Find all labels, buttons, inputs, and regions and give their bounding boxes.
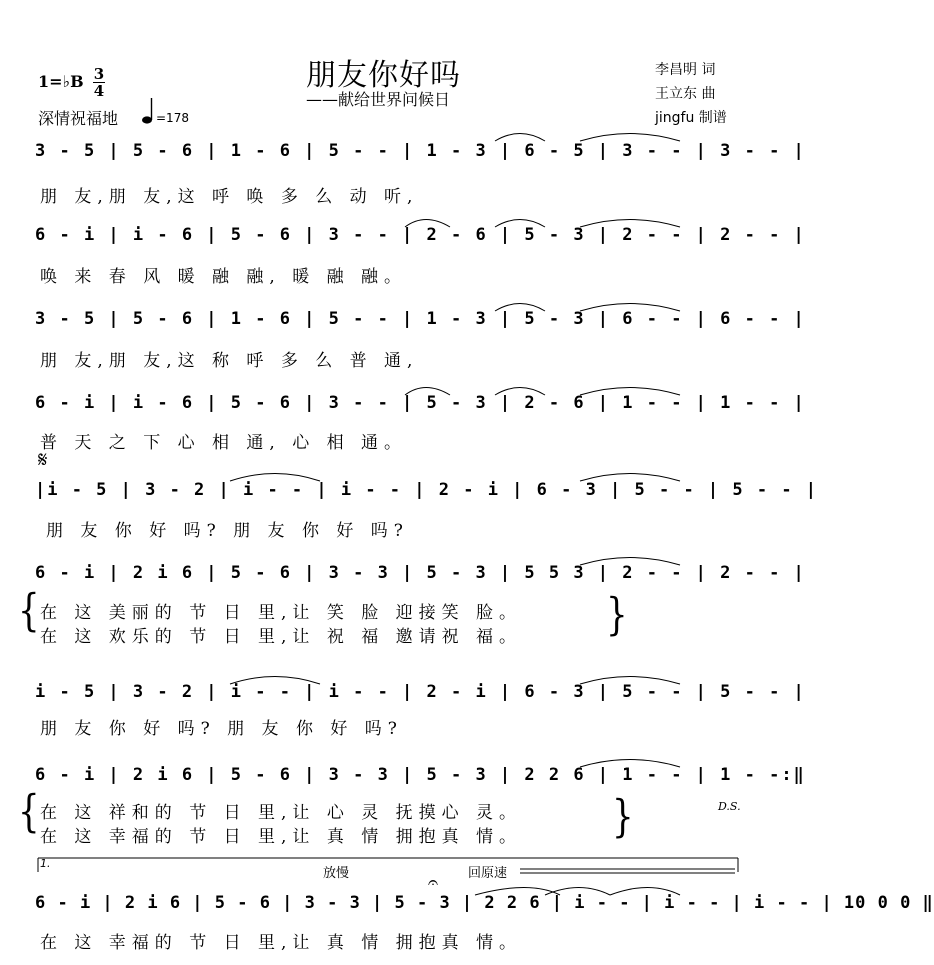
notation-row: 6 - i | i - 6 | 5 - 6 | 3 - - | 2 - 6 | 5 - 3 | 2 - - | 2 - - | [35,225,806,245]
a-tempo-marking: 回原速 [468,866,508,881]
page-title: 朋友你好吗 [306,58,461,93]
segno-sign: 𝄋 [38,448,48,473]
lyrics-line: 在 这 幸福的 节 日 里,让 真 情 拥抱真 情。 [40,933,523,953]
lyrics-verse-2: 在 这 幸福的 节 日 里,让 真 情 拥抱真 情。 [40,827,523,847]
lyrics-line: 普 天 之 下 心 相 通, 心 相 通。 [40,433,408,453]
meter-bottom: 4 [93,82,105,100]
notation-row: 6 - i | 2 i 6 | 5 - 6 | 3 - 3 | 5 - 3 | 2 2 6 | 1 - - | 1 - -:‖ [35,765,806,785]
meter-top: 3 [93,65,105,83]
lyricist-credit: 李昌明 词 [655,62,716,78]
subtitle: ——献给世界问候日 [306,90,451,109]
lyrics-verse-1: 在 这 美丽的 节 日 里,让 笑 脸 迎接笑 脸。 [40,603,523,623]
lyrics-verse-1: 在 这 祥和的 节 日 里,让 心 灵 抚摸心 灵。 [40,803,523,823]
tempo-marking: 深情祝福地 [38,109,119,128]
ds-marking: D.S. [718,800,741,813]
lyrics-line: 唤 来 春 风 暖 融 融, 暖 融 融。 [40,267,408,287]
transcriber-credit: jingfu 制谱 [655,110,727,126]
notation-row: 6 - i | 2 i 6 | 5 - 6 | 3 - 3 | 5 - 3 | 2 2 6 | i - - | i - - | i - - | 10 0 0 ‖ [35,893,934,913]
notation-row: 3 - 5 | 5 - 6 | 1 - 6 | 5 - - | 1 - 3 | 5 - 3 | 6 - - | 6 - - | [35,309,806,329]
brace-left: { [18,786,40,838]
lyrics-line: 朋 友 你 好 吗? 朋 友 你 好 吗? [46,521,409,541]
notation-row: i - 5 | 3 - 2 | i - - | i - - | 2 - i | 6 - 3 | 5 - - | 5 - - | [35,682,806,702]
tempo-value: =178 [156,111,189,125]
brace-right: } [612,791,634,843]
brace-right: } [606,589,628,641]
lyrics-verse-2: 在 这 欢乐的 节 日 里,让 祝 福 邀请祝 福。 [40,627,523,647]
key-signature: 1=♭B [38,72,84,91]
notation-row: 6 - i | i - 6 | 5 - 6 | 3 - - | 5 - 3 | 2 - 6 | 1 - - | 1 - - | [35,393,806,413]
notation-row: 3 - 5 | 5 - 6 | 1 - 6 | 5 - - | 1 - 3 | 6 - 5 | 3 - - | 3 - - | [35,141,806,161]
slow-down-marking: 放慢 [323,866,350,881]
fermata-icon: 𝄐 [428,872,439,893]
notation-row: 6 - i | 2 i 6 | 5 - 6 | 3 - 3 | 5 - 3 | 5 5 3 | 2 - - | 2 - - | [35,563,806,583]
lyrics-line: 朋 友,朋 友,这 称 呼 多 么 普 通, [40,351,419,371]
first-ending-label: 1. [40,857,51,870]
lyrics-line: 朋 友 你 好 吗? 朋 友 你 好 吗? [40,719,403,739]
composer-credit: 王立东 曲 [655,86,716,102]
notation-row: |i - 5 | 3 - 2 | i - - | i - - | 2 - i | 6 - 3 | 5 - - | 5 - - | [35,480,819,500]
lyrics-line: 朋 友,朋 友,这 呼 唤 多 么 动 听, [40,187,419,207]
brace-left: { [18,585,40,637]
